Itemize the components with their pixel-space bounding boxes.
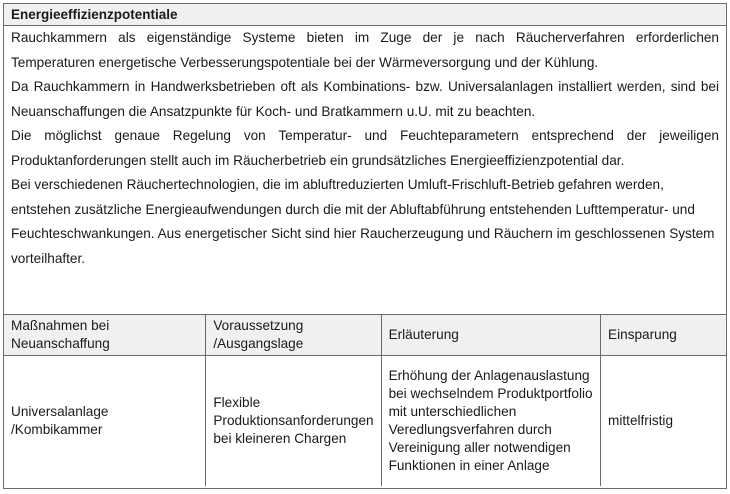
header-saving: Einsparung bbox=[601, 315, 726, 356]
header-precondition: Voraussetzung /Ausgangslage bbox=[206, 315, 381, 356]
energy-efficiency-box bbox=[3, 3, 727, 489]
cell-saving: mittelfristig bbox=[601, 356, 726, 487]
paragraph: Rauchkammern als eigenständige Systeme bieten im Zuge der je nach Räucherverfahren erforderlichen Temperaturen energetische Verbesserungspotentiale bei der Wärmeversorgung und der Kühlung. bbox=[11, 30, 719, 70]
header-measure: Maßnahmen bei Neuanschaffung bbox=[4, 315, 206, 356]
table-header-row bbox=[4, 315, 726, 356]
measures-table bbox=[4, 314, 726, 486]
section-title: Energieeffizienzpotentiale bbox=[4, 4, 726, 26]
header-explanation: Erläuterung bbox=[381, 315, 600, 356]
cell-measure: Universalanlage /Kombikammer bbox=[4, 356, 206, 487]
table-row bbox=[4, 356, 726, 487]
paragraph: Da Rauchkammern in Handwerksbetrieben oft als Kombinations- bzw. Universalanlagen installiert werden, sind bei Neuanschaffungen die Ansatzpunkte für Koch- und Bratkammern u.U. mit zu beachten. bbox=[11, 79, 719, 119]
cell-precondition: Flexible Produktionsanforderungen bei kleineren Chargen bbox=[206, 356, 381, 487]
cell-explanation: Erhöhung der Anlagenauslastung bei wechselndem Produktportfolio mit unterschiedlichen Veredlungsverfahren durch Vereinigung aller notwendigen Funktionen in einer Anlage bbox=[381, 356, 600, 487]
paragraph: Bei verschiedenen Räuchertechnologien, die im abluftreduzierten Umluft-Frischluft-Betrieb gefahren werden, entstehen zusätzliche Energieaufwendungen durch die mit der Abluftabführung entstehenden Lufttemperatur- und Feuchteschwankungen. Aus energetischer Sicht sind hier Raucherzeugung und Räuchern im geschlossenen System vorteilhafter. bbox=[11, 177, 715, 266]
paragraph: Die möglichst genaue Regelung von Temperatur- und Feuchteparametern entsprechend der jeweiligen Produktanforderungen stellt auch im Räucherbetrieb ein grundsätzliches Energieeffizienzpotential dar. bbox=[11, 128, 719, 168]
body-text bbox=[4, 26, 726, 314]
